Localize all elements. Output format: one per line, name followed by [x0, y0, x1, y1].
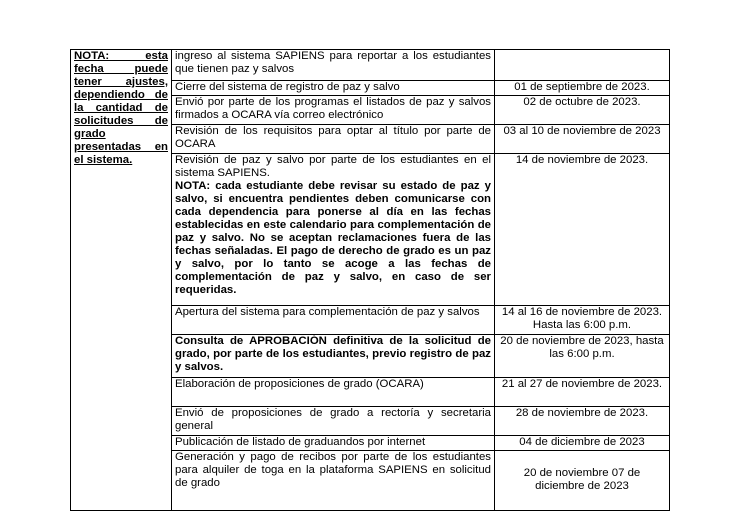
date-cell: 20 de noviembre de 2023, hasta las 6:00 p.m. — [495, 335, 670, 378]
date-cell: 04 de diciembre de 2023 — [495, 436, 670, 451]
date-cell: 01 de septiembre de 2023. — [495, 81, 670, 96]
activity-cell: Envió de proposiciones de grado a rectoría y secretaria general — [172, 407, 495, 436]
date-cell: 02 de octubre de 2023. — [495, 96, 670, 125]
table-row — [71, 50, 670, 81]
activity-cell: Apertura del sistema para complementación de paz y salvos — [172, 306, 495, 335]
activity-cell: Generación y pago de recibos por parte de los estudiantes para alquiler de toga en la plataforma SAPIENS en solicitud de grado — [172, 451, 495, 511]
note-cell: NOTA: esta fecha puede tener ajustes, dependiendo de la cantidad de solicitudes de grado presentadas en el sistema. — [71, 50, 172, 511]
activity-cell: Publicación de listado de graduandos por internet — [172, 436, 495, 451]
date-cell: 28 de noviembre de 2023. — [495, 407, 670, 436]
activity-cell: Elaboración de proposiciones de grado (OCARA) — [172, 378, 495, 407]
date-cell: 03 al 10 de noviembre de 2023 — [495, 125, 670, 154]
schedule-table — [70, 49, 670, 511]
date-cell: 14 al 16 de noviembre de 2023. Hasta las 6:00 p.m. — [495, 306, 670, 335]
activity-cell: Consulta de APROBACIÓN definitiva de la solicitud de grado, por parte de los estudiantes, previo registro de paz y salvos. — [172, 335, 495, 378]
activity-cell: ingreso al sistema SAPIENS para reportar a los estudiantes que tienen paz y salvos — [172, 50, 495, 81]
date-cell: 20 de noviembre 07 de diciembre de 2023 — [495, 451, 670, 511]
date-cell: 14 de noviembre de 2023. — [495, 154, 670, 306]
date-cell: 21 al 27 de noviembre de 2023. — [495, 378, 670, 407]
student-note: NOTA: cada estudiante debe revisar su estado de paz y salvo, si encuentra pendientes deben comunicarse con cada dependencia para ponerse al día en las fechas establecidas en este calendario para complementación de paz y salvo. No se aceptan reclamaciones fuera de las fechas señaladas. El pago de derecho de grado es un paz y salvo, por lo tanto se acoge a las fechas de complementación de paz y salvo, en caso de ser requeridas. — [175, 180, 491, 296]
activity-cell: Envió por parte de los programas el listados de paz y salvos firmados a OCARA vía correo electrónico — [172, 96, 495, 125]
activity-text: Revisión de paz y salvo por parte de los estudiantes en el sistema SAPIENS. — [175, 154, 491, 179]
date-cell — [495, 50, 670, 81]
activity-cell — [172, 154, 495, 306]
activity-cell: Cierre del sistema de registro de paz y salvo — [172, 81, 495, 96]
activity-cell: Revisión de los requisitos para optar al título por parte de OCARA — [172, 125, 495, 154]
